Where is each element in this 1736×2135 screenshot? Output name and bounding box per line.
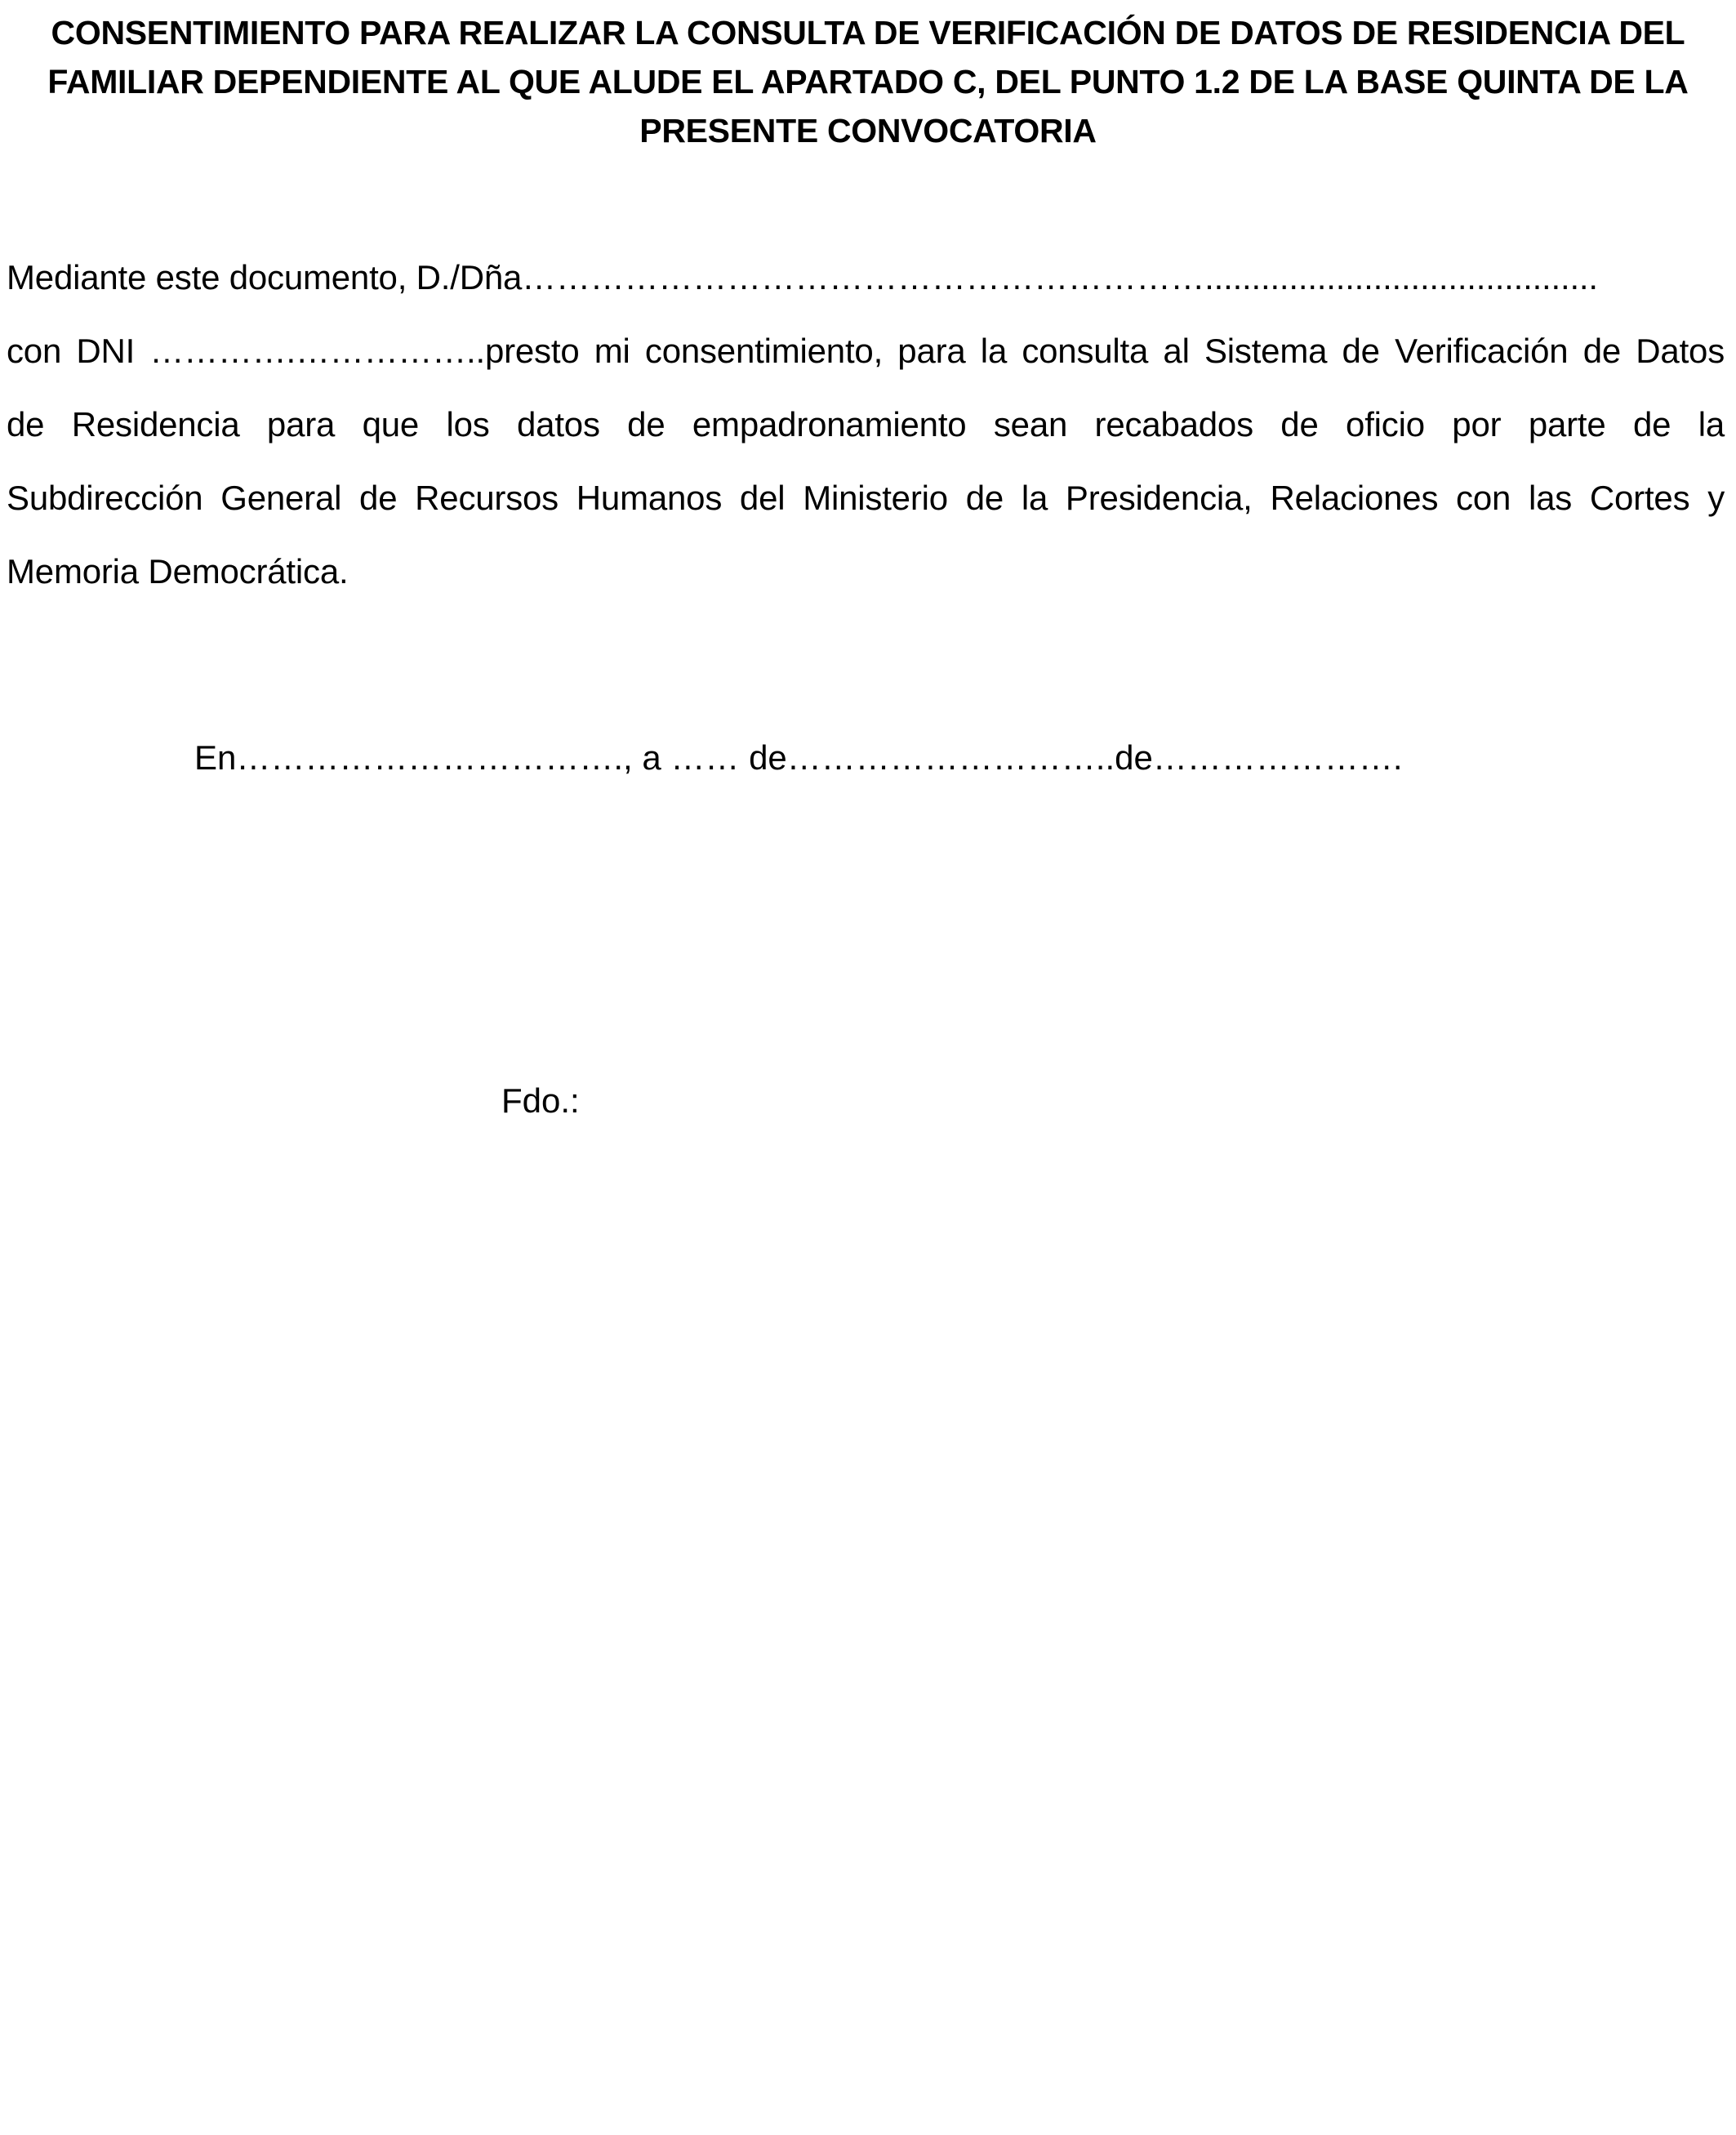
body-line: Memoria Democrática. — [7, 552, 349, 591]
title-line: FAMILIAR DEPENDIENTE AL QUE ALUDE EL APARTADO C, DEL PUNTO 1.2 DE LA BASE QUINTA DE LA — [47, 63, 1689, 100]
consent-paragraph — [7, 241, 1725, 608]
body-line: de Residencia para que los datos de empadronamiento sean recabados de oficio por parte de la — [7, 405, 1725, 443]
signature-label: Fdo.: — [501, 1081, 580, 1120]
body-line-name-field: Mediante este documento, D./Dña…………………………………………………….......................................... — [7, 258, 1598, 296]
body-line-dni-field: con DNI ………….……………..presto mi consentimiento, para la consulta al Sistema de Verificación de Datos — [7, 332, 1725, 370]
body-line: Subdirección General de Recursos Humanos del Ministerio de la Presidencia, Relaciones con las Cortes y — [7, 479, 1725, 517]
title-line: CONSENTIMIENTO PARA REALIZAR LA CONSULTA DE VERIFICACIÓN DE DATOS DE RESIDENCIA DEL — [51, 14, 1685, 51]
document-title — [16, 8, 1720, 155]
title-line: PRESENTE CONVOCATORIA — [639, 112, 1097, 149]
place-date-line: En……………………………., a …… de………………………..de…………………. — [194, 738, 1403, 777]
